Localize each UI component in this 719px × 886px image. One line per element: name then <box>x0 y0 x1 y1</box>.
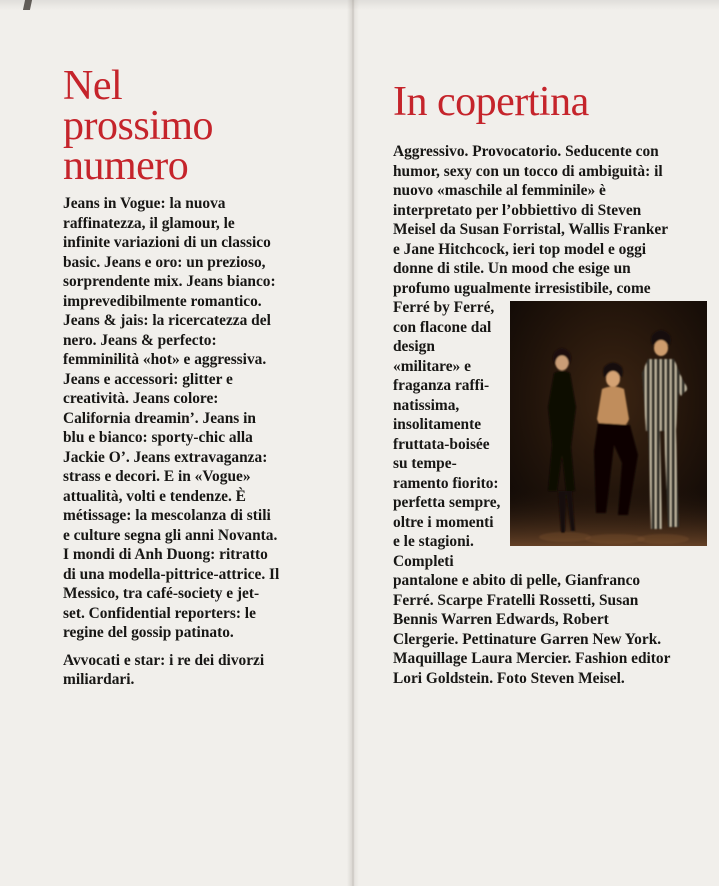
next-issue-body-2: Avvocati e star: i re dei divorzi miliardari. <box>63 651 265 688</box>
next-issue-heading: Nel prossimo numero <box>63 63 214 189</box>
cover-section <box>393 79 677 688</box>
cover-heading: In copertina <box>393 79 589 125</box>
cover-body-intro: Aggressivo. Provocatorio. Seducente con humor, sexy con un tocco di ambiguità: il nuovo «maschile al femminile» è interpretato per l’obbiettivo di Steven Meisel da Susan Forristal, Wallis Franker e Jane Hitchcock, ieri top model e oggi donne di stile. Un mood che esige un profumo ugualmente irresistibile, come <box>393 143 668 297</box>
page-fold-crease <box>347 0 359 886</box>
next-issue-section <box>63 63 280 690</box>
next-issue-body: Jeans in Vogue: la nuova raffinatezza, il glamour, le infinite variazioni di un classico basic. Jeans e oro: un prezioso, sorprendente mix. Jeans bianco: imprevedibilmente romantico. Jeans & jais: la ricercatezza del nero. Jeans & perfecto: femminilità «hot» e aggressiva. Jeans e accessori: glitter e creatività. Jeans colore: California dreamin’. Jeans in blu e bianco: sporty-chic alla Jackie O’. Jeans extravaganza: strass e decori. E in «Vogue» attualità, volti e tendenze. È métissage: la mescolanza di stili e culture segna gli anni Novanta. I mondi di Anh Duong: ritratto di una modella-pittrice-attrice. Il Messico, tra café-society e jet-set. Confidential reporters: le regine del gossip patinato. <box>63 195 280 641</box>
scan-top-shadow <box>0 0 719 10</box>
cover-body-detail: Ferré by Ferré, con flacone dal design «militare» e fraganza raffinatissima, insolitamente fruttata-boisée su temperamento fiorito: perfetta sempre, oltre i momenti e le stagioni. Completi pantalone e abito di pelle, Gianfranco Ferré. Scarpe Fratelli Rossetti, Susan Bennis Warren Edwards, Robert Clergerie. Pettinature Garren New York. Maquillage Laura Mercier. Fashion editor Lori Goldstein. Foto Steven Meisel. <box>393 299 671 687</box>
cover-photo <box>510 301 707 546</box>
cover-photo-illustration <box>510 301 707 546</box>
scan-artifact-mark <box>23 0 32 10</box>
cover-body <box>393 142 677 688</box>
